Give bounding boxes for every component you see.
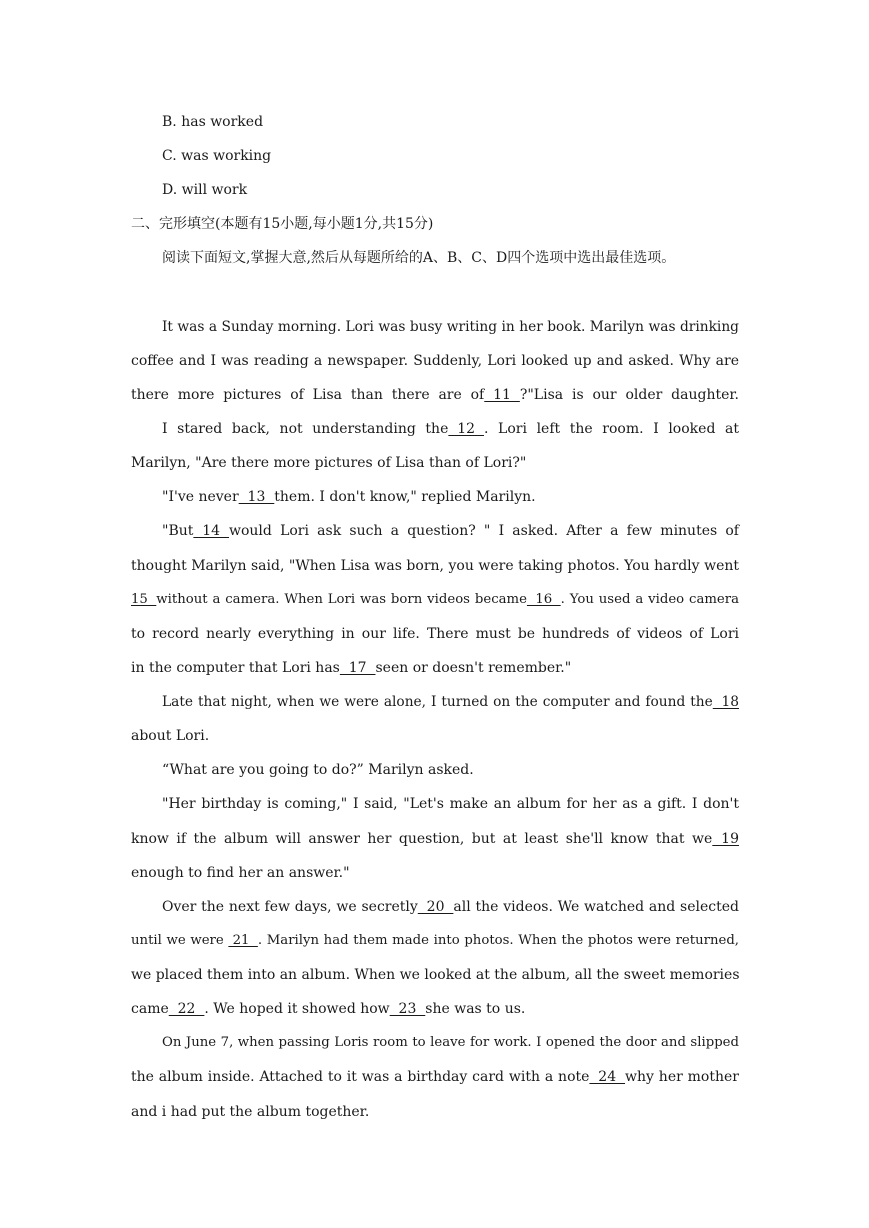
passage-line: to record nearly everything in our life. There must be hundreds of videos of Lori (131, 626, 739, 642)
option-letter: D. (162, 182, 178, 198)
passage-line: enough to find her an answer." (131, 865, 350, 881)
blank-14: 14 (193, 523, 229, 539)
option-text: was working (181, 148, 272, 164)
passage-line: and i had put the album together. (131, 1104, 370, 1120)
passage-line: we placed them into an album. When we looked at the album, all the sweet memories (131, 967, 740, 983)
option-text: has worked (181, 114, 264, 130)
passage-line: Late that night, when we were alone, I turned on the computer and found the 18 (162, 694, 739, 710)
passage-line: “What are you going to do?” Marilyn asked. (162, 762, 474, 778)
blank-20: 20 (417, 899, 454, 915)
passage-line: I stared back, not understanding the 12 . Lori left the room. I looked at (162, 421, 739, 437)
blank-22: 22 (168, 1001, 205, 1017)
blank-18: 18 (712, 694, 739, 710)
passage-line: about Lori. (131, 728, 210, 744)
passage-line: came 22 . We hoped it showed how 23 she was to us. (131, 1001, 526, 1017)
passage-line: It was a Sunday morning. Lori was busy writing in her book. Marilyn was drinking (162, 319, 739, 335)
option-text: will work (181, 182, 248, 198)
option-letter: C. (162, 148, 177, 164)
option-c (162, 146, 770, 166)
passage-line: "I've never 13 them. I don't know," replied Marilyn. (162, 489, 536, 505)
blank-13: 13 (238, 489, 275, 505)
passage-line: the album inside. Attached to it was a birthday card with a note 24 why her mother (131, 1069, 739, 1085)
passage-line: "Her birthday is coming," I said, "Let's make an album for her as a gift. I don't (162, 796, 739, 812)
option-b (162, 112, 770, 132)
blank-21: 21 (228, 933, 258, 948)
passage-line: until we were 21 . Marilyn had them made into photos. When the photos were returned, (131, 931, 739, 951)
section-heading: 二、完形填空(本题有15小题,每小题1分,共15分) (131, 216, 434, 232)
blank-16: 16 (526, 592, 561, 607)
blank-19: 19 (712, 831, 739, 847)
passage-line: 15 without a camera. When Lori was born videos became 16 . You used a video camera (131, 590, 739, 610)
blank-24: 24 (589, 1069, 626, 1085)
passage-line: thought Marilyn said, "When Lisa was born, you were taking photos. You hardly went (131, 558, 739, 574)
passage-line: know if the album will answer her question, but at least she'll know that we 19 (131, 831, 739, 847)
blank-12: 12 (448, 421, 484, 437)
section-instruction: 阅读下面短文,掌握大意,然后从每题所给的A、B、C、D四个选项中选出最佳选项。 (162, 250, 676, 266)
passage-line: "But 14 would Lori ask such a question? " I asked. After a few minutes of (162, 523, 739, 539)
passage-line: Over the next few days, we secretly 20 all the videos. We watched and selected (162, 899, 739, 915)
passage-line: On June 7, when passing Loris room to leave for work. I opened the door and slipped (162, 1035, 739, 1050)
blank-17: 17 (339, 660, 376, 676)
passage-line: there more pictures of Lisa than there are of 11 ?"Lisa is our older daughter. (131, 387, 739, 403)
passage-line: coffee and I was reading a newspaper. Suddenly, Lori looked up and asked. Why are (131, 353, 739, 369)
passage-line: Marilyn, "Are there more pictures of Lisa than of Lori?" (131, 455, 527, 471)
blank-15: 15 (131, 592, 157, 607)
option-letter: B. (162, 114, 177, 130)
passage-line: in the computer that Lori has 17 seen or doesn't remember." (131, 660, 572, 676)
option-d (162, 180, 770, 200)
blank-11: 11 (484, 387, 520, 403)
blank-23: 23 (389, 1001, 426, 1017)
